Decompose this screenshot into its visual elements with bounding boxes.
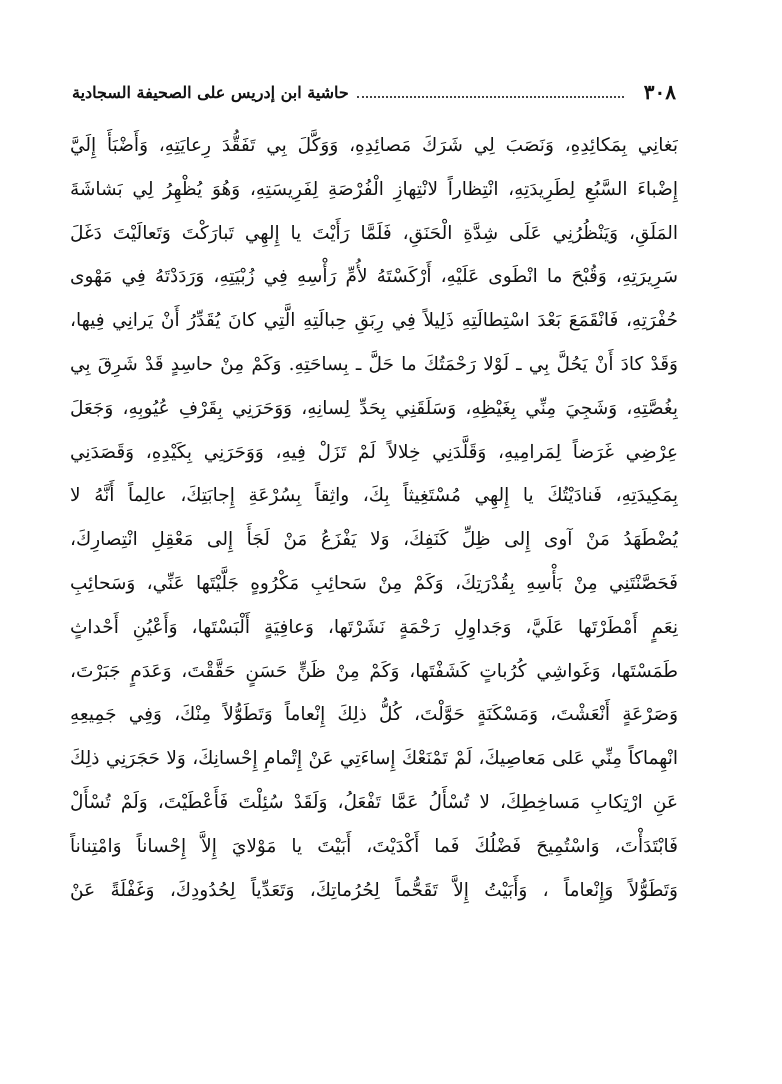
text-line: فَحَصَّنْتَنِي مِنْ بَأْسِهِ بِقُدْرَتِكَ، وَكَمْ مِنْ سَحائِبِ مَكْرُوهٍ جَلَّيْتَها عَنِّي، وَسَحائِبِ — [70, 572, 678, 594]
text-line: عَنِ ارْتِكابِ مَساخِطِكَ، لا تُسْأَلُ عَمَّا تَفْعَلُ، وَلَقَدْ سُئِلْتَ فَأَعْطَيْتَ، وَلَمْ تُسْأَلْ — [70, 791, 678, 813]
text-line: وَقَدْ كادَ أَنْ يَحُلَّ بِي ـ لَوْلا رَحْمَتُكَ ما حَلَّ ـ بِساحَتِهِ. وَكَمْ مِنْ حاسِدٍ قَدْ شَرِقَ بِي — [70, 353, 678, 375]
text-line: عِرْضِي غَرَضاً لِمَرامِيهِ، وَقَلَّدَنِي خِلالاً لَمْ تَزَلْ فِيهِ، وَوَحَرَنِي بِكَيْدِهِ، وَقَصَدَنِي — [70, 441, 678, 463]
text-line: طَمَسْتَها، وَغَواشِي كُرُباتٍ كَشَفْتَها، وَكَمْ مِنْ ظَنٍّ حَسَنٍ حَقَّقْتَ، وَعَدَمٍ جَبَرْتَ، — [70, 660, 678, 682]
text-line: فَابْتَدَأْتَ، وَاسْتُمِيحَ فَضْلُكَ فَما أَكْدَيْتَ، أَبَيْتَ يا مَوْلايَ إِلاَّ إِحْساناً وَامْتِناناً — [70, 835, 678, 857]
text-line: إِضْباءَ السَّبُعِ لِطَرِيدَتِهِ، انْتِظاراً لانْتِهازِ الْفُرْصَةِ لِفَرِيسَتِهِ، وَهُوَ يُظْهِرُ لِي بَشاشَةَ — [70, 178, 678, 200]
text-line: بِمَكِيدَتِهِ، فَنادَيْتُكَ يا إِلهِي مُسْتَغِيثاً بِكَ، واثِقاً بِسُرْعَةِ إِجابَتِكَ، عالِماً أَنَّهُ لا — [70, 485, 678, 507]
text-line: وَتَطَوُّلاً وَإِنْعاماً ، وَأَبَيْتُ إِلاَّ تَقَحُّماً لِحُرُماتِكَ، وَتَعَدِّياً لِحُدُودِكَ، وَغَفْلَةً عَنْ — [70, 879, 678, 901]
text-line: يُضْطَهَدُ مَنْ آوى إِلى ظِلِّ كَنَفِكَ، وَلا يَفْزَعُ مَنْ لَجَأَ إِلى مَعْقِلِ انْتِصارِكَ، — [70, 529, 678, 551]
text-line: بَغانِي بِمَكائِدِهِ، وَنَصَبَ لِي شَرَكَ مَصائِدِهِ، وَوَكَّلَ بِي تَفَقُّدَ رِعايَتِهِ، وَأَضْبَأَ إِلَيَّ — [70, 135, 678, 156]
text-line: انْهِماكاً مِنِّي عَلى مَعاصِيكَ، لَمْ تَمْنَعْكَ إِساءَتِي عَنْ إِتْمامِ إِحْسانِكَ، وَلا حَجَرَنِي ذلِكَ — [70, 748, 678, 770]
page-number: ٣٠٨ — [643, 80, 676, 104]
text-line: سَرِيرَتِهِ، وَقُبْحَ ما انْطَوى عَلَيْهِ، أَرْكَسْتَهُ لأُمِّ رَأْسِهِ فِي زُبْيَتِهِ، وَرَدَدْتَهُ فِي مَهْوى — [70, 266, 678, 288]
header-leader-dots — [357, 96, 624, 98]
text-line: بِغُصَّتِهِ، وَشَجِيَ مِنِّي بِغَيْظِهِ، وَسَلَقَنِي بِحَدِّ لِسانِهِ، وَوَحَرَنِي بِقَرْفِ عُيُوبِهِ، وَجَعَلَ — [70, 397, 678, 419]
body-text — [70, 124, 678, 912]
page-header — [72, 78, 676, 106]
text-line: وَصَرْعَةٍ أَنْعَشْتَ، وَمَسْكَنَةٍ حَوَّلْتَ، كُلُّ ذلِكَ إِنْعاماً وَتَطَوُّلاً مِنْكَ، وَفِي جَمِيعِهِ — [70, 704, 678, 726]
text-line: نِعَمٍ أَمْطَرْتَها عَلَيَّ، وَجَداوِلِ رَحْمَةٍ نَشَرْتَها، وَعافِيَةٍ أَلْبَسْتَها، وَأَعْيُنِ أَحْداثٍ — [70, 616, 678, 638]
running-title: حاشية ابن إدريس على الصحيفة السجادية — [72, 82, 349, 102]
text-line: المَلَقِ، وَيَنْظُرُنِي عَلَى شِدَّةِ الْحَنَقِ، فَلَمَّا رَأَيْتَ يا إِلهِي تَبارَكْتَ وَتَعالَيْتَ دَغَلَ — [70, 222, 678, 244]
text-line: حُفْرَتِهِ، فَانْقَمَعَ بَعْدَ اسْتِطالَتِهِ ذَلِيلاً فِي رِبَقِ حِبالَتِهِ الَّتِي كانَ يُقَدِّرُ أَنْ يَرانِي فِيها، — [70, 310, 678, 332]
